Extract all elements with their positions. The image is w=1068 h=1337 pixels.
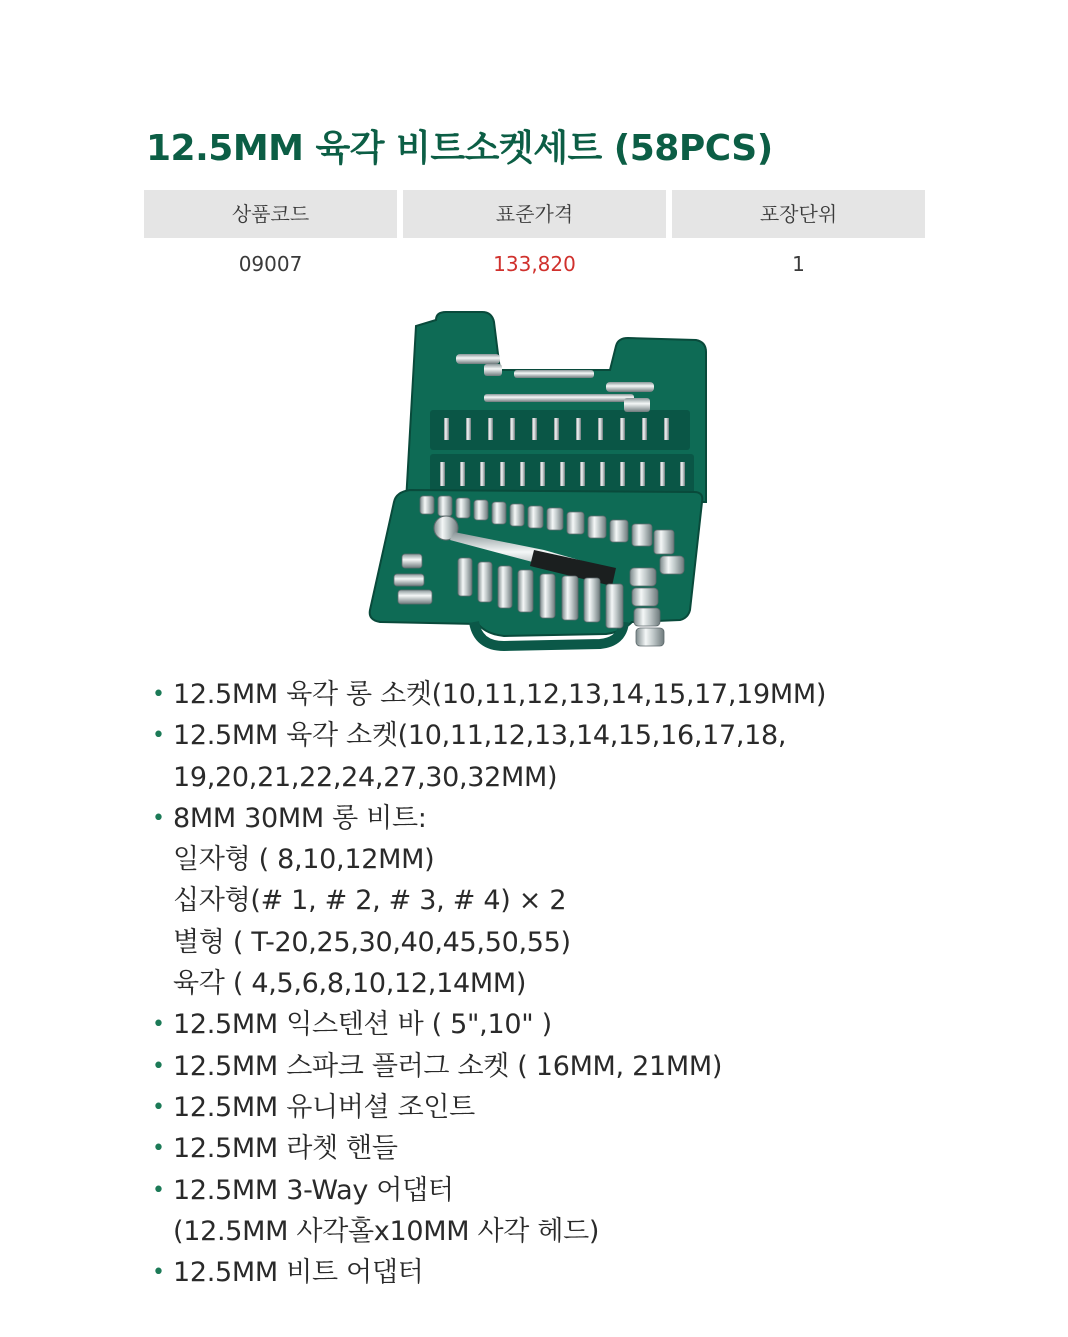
value-product-code: 09007 bbox=[238, 252, 303, 276]
list-item: • 12.5MM 익스텐션 바 ( 5",10" ) bbox=[152, 1004, 1052, 1045]
header-product-code: 상품코드 bbox=[144, 190, 397, 238]
bullet-icon: • bbox=[152, 682, 165, 707]
list-item: • 12.5MM 스파크 플러그 소켓 ( 16MM, 21MM) bbox=[152, 1046, 1052, 1087]
list-item: • 8MM 30MM 롱 비트: 일자형 ( 8,10,12MM) 십자형(# 1, # 2, # 3, # 4) × 2 별형 ( T-20,25,30,40,45,50,55) 육각 ( 4,5,6,8,10,12,14MM) bbox=[152, 798, 1052, 1004]
list-item: • 12.5MM 유니버셜 조인트 bbox=[152, 1087, 1052, 1128]
header-standard-price: 표준가격 bbox=[403, 190, 666, 238]
bullet-icon: • bbox=[152, 1053, 165, 1079]
list-item: • 12.5MM 비트 어댑터 bbox=[152, 1252, 1052, 1293]
spec-table bbox=[144, 190, 925, 290]
value-packing-unit: 1 bbox=[792, 252, 805, 276]
product-image bbox=[354, 306, 714, 676]
list-item: • 12.5MM 3-Way 어댑터 (12.5MM 사각홀x10MM 사각 헤드) bbox=[152, 1170, 1052, 1253]
page-title: 12.5MM 육각 비트소켓세트 (58PCS) bbox=[146, 128, 773, 170]
bullet-icon: • bbox=[152, 1094, 165, 1120]
contents-list bbox=[152, 674, 1052, 1293]
header-packing-unit: 포장단위 bbox=[672, 190, 925, 238]
bullet-icon: • bbox=[152, 723, 165, 749]
bullet-icon: • bbox=[152, 1177, 165, 1203]
list-item: • 12.5MM 라쳇 핸들 bbox=[152, 1128, 1052, 1169]
bullet-icon: • bbox=[152, 805, 165, 831]
bullet-icon: • bbox=[152, 1260, 165, 1286]
list-item: • 12.5MM 육각 롱 소켓(10,11,12,13,14,15,17,19MM) bbox=[152, 674, 1052, 715]
bullet-icon: • bbox=[152, 1136, 165, 1162]
list-item: • 12.5MM 육각 소켓(10,11,12,13,14,15,16,17,18, 19,20,21,22,24,27,30,32MM) bbox=[152, 715, 1052, 798]
bullet-icon: • bbox=[152, 1012, 165, 1038]
value-standard-price: 133,820 bbox=[493, 252, 576, 276]
